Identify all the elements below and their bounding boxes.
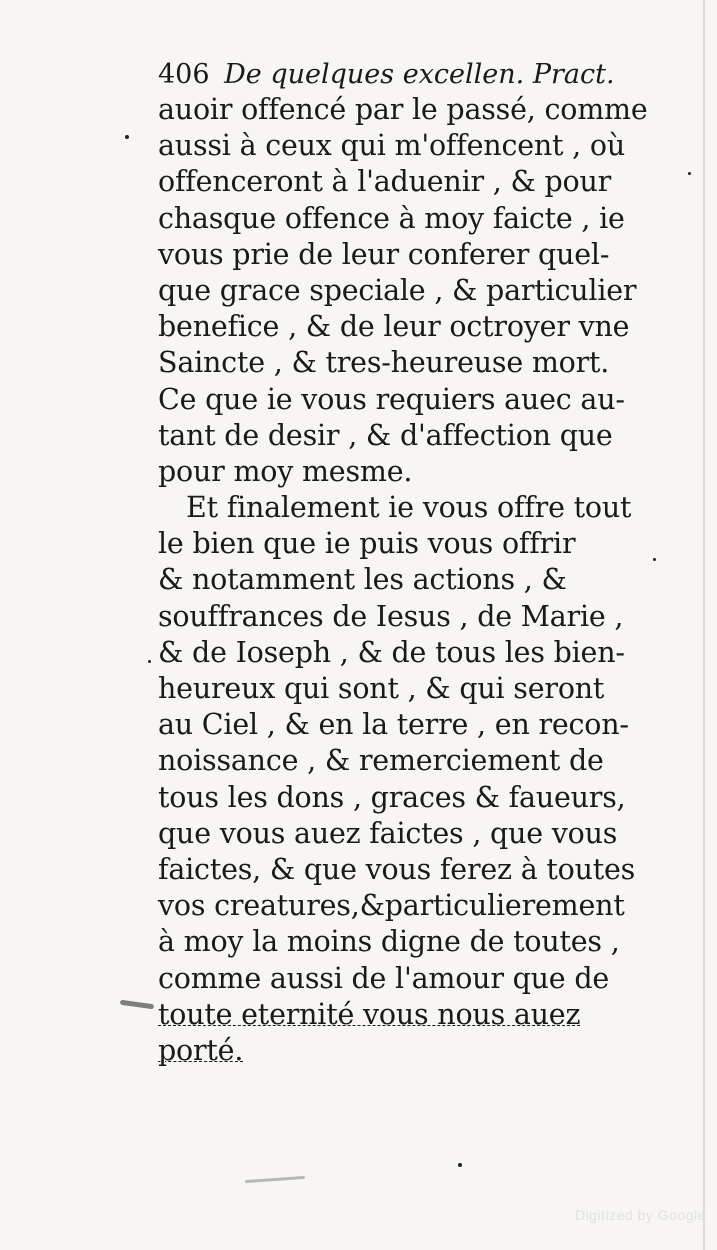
text-line: Saincte , & tres-heureuse mort. [158,346,610,380]
text-line: auoir offencé par le passé, comme [158,93,648,126]
ink-speck [653,558,656,561]
text-line: & de Ioseph , & de tous les bien- [158,635,625,669]
text-line: offenceront à l'aduenir , & pour [158,165,612,199]
underlined-text-line [158,997,638,1033]
paragraph-start-line: Et finalement ie vous offre tout [186,491,632,525]
margin-ink-mark [120,1000,154,1010]
text-line: noissance , & remerciement de [158,744,604,778]
text-line: aussi à ceux qui m'offencent , où [158,129,625,163]
text-line: à moy la moins digne de toutes , [158,925,620,959]
text-line: Ce que ie vous requiers auec au- [158,382,625,416]
text-line: chasque offence à moy faicte , ie [158,201,625,235]
body-text [158,92,648,1069]
text-line: heureux qui sont , & qui seront [158,672,605,705]
underlined-text: porté. [158,1033,244,1067]
text-line: que grace speciale , & particulier [158,273,637,307]
text-line: tous les dons , graces & faueurs, [158,780,626,814]
ink-speck [458,1163,462,1167]
text-line: vous prie de leur conferer quel- [158,237,610,271]
text-line: tant de desir , & d'affection que [158,418,613,452]
text-line: comme aussi de l'amour que de [158,961,610,995]
faint-watermark-logo: Digitized by Google [575,1207,706,1223]
underlined-text-line [158,1033,638,1069]
ink-speck [125,135,129,139]
text-line: pour moy mesme. [158,454,413,488]
text-line: souffrances de Iesus , de Marie , [158,599,624,633]
ink-speck [148,660,151,663]
text-line: vos creatures,&particulierement [158,889,625,923]
text-line: au Ciel , & en la terre , en recon- [158,708,629,742]
text-line: & notamment les actions , & [158,563,567,597]
text-line: faictes, & que vous ferez à toutes [158,852,636,886]
text-line: benefice , & de leur octroyer vne [158,310,630,344]
ink-speck [688,172,691,175]
running-head: De quelques excellen. Pract. [224,59,615,90]
page-number: 406 [158,59,210,90]
underlined-text: toute eternité vous nous auez [158,997,581,1031]
text-line: que vous auez faictes , que vous [158,816,618,850]
text-line: le bien que ie puis vous offrir [158,527,576,561]
page-header [158,58,618,92]
bottom-ink-mark [245,1176,305,1183]
page-edge-line [703,0,705,1250]
